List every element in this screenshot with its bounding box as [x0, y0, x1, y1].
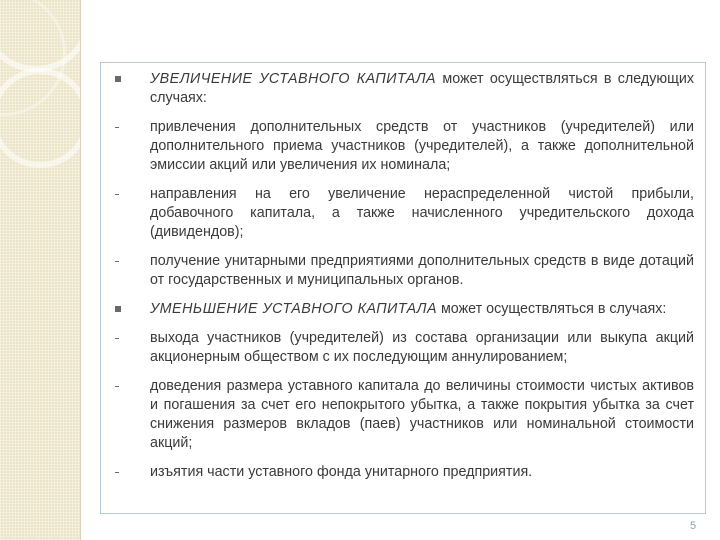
- decorative-circle: [0, 68, 90, 168]
- item-text: может осуществляться в случаях:: [436, 301, 667, 317]
- page-number: 5: [690, 520, 697, 532]
- item-text: доведения размера уставного капитала до величины стоимости чистых активов и погашения за счет его непокрытого убытка, а также покрытия убытка за счет снижения размеров вкладов (паев) участников или номинальной стоимости акций;: [150, 378, 694, 451]
- item-text: привлечения дополнительных средств от участников (учредителей) или дополнительного приема участников (учредителей), а также дополнительной эмиссии акций или увеличения их номинала;: [150, 119, 694, 173]
- decorative-circle: [0, 0, 92, 72]
- list-item: [112, 329, 694, 367]
- item-text: направления на его увеличение нераспределенной чистой прибыли, добавочного капитала, а также начисленного учредительского дохода (дивидендов);: [150, 186, 694, 240]
- dash-bullet-icon: [112, 118, 142, 137]
- section-heading-item: [112, 70, 694, 108]
- emphasized-heading: УВЕЛИЧЕНИЕ УСТАВНОГО КАПИТАЛА: [150, 71, 437, 87]
- list-item: [112, 377, 694, 453]
- item-text: может осуществляться в следующих случаях:: [150, 71, 694, 106]
- list-item: [112, 252, 694, 290]
- divider-line: [80, 0, 81, 540]
- list-item: [112, 118, 694, 175]
- bullet-list: [112, 70, 694, 492]
- item-text: изъятия части уставного фонда унитарного предприятия.: [150, 464, 533, 480]
- dash-bullet-icon: [112, 252, 142, 271]
- emphasized-heading: УМЕНЬШЕНИЕ УСТАВНОГО КАПИТАЛА: [150, 301, 437, 317]
- decorative-side-panel: [0, 0, 80, 540]
- item-text: выхода участников (учредителей) из состава организации или выкупа акций акционерным обществом с их последующим аннулированием;: [150, 330, 694, 365]
- square-bullet-icon: [112, 300, 142, 319]
- list-item: [112, 463, 694, 482]
- square-bullet-icon: [112, 70, 142, 89]
- dash-bullet-icon: [112, 463, 142, 482]
- item-text: получение унитарными предприятиями дополнительных средств в виде дотаций от государственных и муниципальных органов.: [150, 253, 694, 288]
- dash-bullet-icon: [112, 185, 142, 204]
- dash-bullet-icon: [112, 377, 142, 396]
- list-item: [112, 185, 694, 242]
- dash-bullet-icon: [112, 329, 142, 348]
- section-heading-item: [112, 300, 694, 319]
